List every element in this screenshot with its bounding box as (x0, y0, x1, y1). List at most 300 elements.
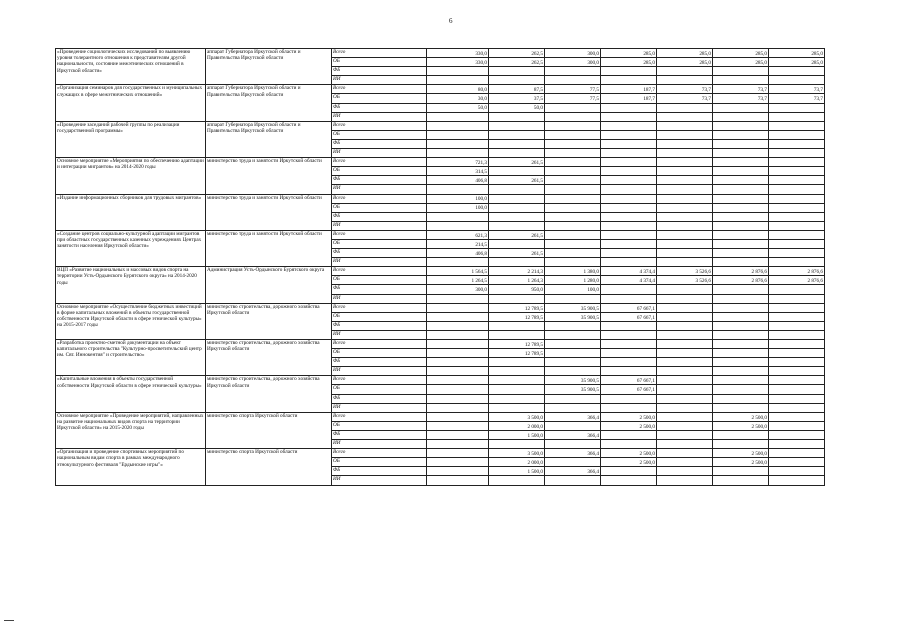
amount-cell: 366,4 (545, 412, 601, 421)
measure-executor: министерство строительства, дорожного хозяйства Иркутской области (206, 340, 332, 376)
measure-name: «Проведение заседаний рабочей группы по реализации государственной программы» (56, 121, 206, 157)
amount-cell (601, 340, 657, 349)
measure-executor: аппарат Губернатора Иркутской области и Правительства Иркутской области (206, 49, 332, 85)
amount-cell: 2 500,0 (601, 421, 657, 430)
amount-cell: 300,0 (427, 285, 489, 294)
table-row (56, 49, 825, 58)
table-row (56, 340, 825, 349)
amount-cell: 300,0 (545, 49, 601, 58)
amount-cell (427, 76, 489, 85)
table-row (56, 412, 825, 421)
amount-cell (545, 103, 601, 112)
amount-cell (713, 258, 769, 267)
amount-cell: 1 264,3 (489, 276, 545, 285)
amount-cell (657, 249, 713, 258)
funding-source: Всего (332, 230, 427, 239)
funding-source: ИИ (332, 149, 427, 158)
funding-source: ФБ (332, 103, 427, 112)
amount-cell (657, 340, 713, 349)
amount-cell: 100,0 (427, 194, 489, 203)
funding-source: Всего (332, 449, 427, 458)
amount-cell (713, 430, 769, 439)
amount-cell (427, 449, 489, 458)
amount-cell (427, 221, 489, 230)
funding-source: ИИ (332, 330, 427, 339)
amount-cell (769, 112, 825, 121)
amount-cell (427, 358, 489, 367)
amount-cell (769, 358, 825, 367)
amount-cell (545, 121, 601, 130)
measure-name: Основное мероприятие «Осуществление бюджетных инвестиций в форме капитальных вложений в объекты государственной собственности Иркутской области в сфере этнической культуры» на 2015-2017 годы (56, 303, 206, 339)
funding-source: Всего (332, 121, 427, 130)
funding-source: ОБ (332, 312, 427, 321)
amount-cell: 2 000,0 (489, 421, 545, 430)
amount-cell (545, 230, 601, 239)
measure-name: «Издание информационных сборников для трудовых мигрантов» (56, 194, 206, 230)
amount-cell (713, 467, 769, 476)
amount-cell (489, 67, 545, 76)
funding-source: ОБ (332, 421, 427, 430)
amount-cell: 35 900,5 (545, 376, 601, 385)
measure-name: Основное мероприятие «Мероприятия по обеспечению адаптации и интеграции мигрантов» на 2014-2020 годы (56, 158, 206, 194)
amount-cell (713, 103, 769, 112)
amount-cell (713, 476, 769, 485)
amount-cell (427, 312, 489, 321)
amount-cell (489, 358, 545, 367)
amount-cell (769, 249, 825, 258)
amount-cell (657, 394, 713, 403)
amount-cell (427, 421, 489, 430)
amount-cell: 12 789,5 (489, 349, 545, 358)
amount-cell (769, 121, 825, 130)
amount-cell (489, 194, 545, 203)
amount-cell (427, 367, 489, 376)
measure-executor: Администрация Усть-Ордынского Бурятского округа (206, 267, 332, 303)
amount-cell: 2 500,0 (601, 412, 657, 421)
amount-cell (489, 258, 545, 267)
amount-cell (601, 139, 657, 148)
amount-cell (601, 176, 657, 185)
amount-cell: 950,0 (489, 285, 545, 294)
amount-cell (713, 349, 769, 358)
amount-cell (427, 330, 489, 339)
amount-cell (713, 67, 769, 76)
amount-cell: 3 526,6 (657, 276, 713, 285)
amount-cell (713, 112, 769, 121)
amount-cell: 2 500,0 (601, 458, 657, 467)
funding-source: ОБ (332, 94, 427, 103)
amount-cell (657, 403, 713, 412)
amount-cell: 30,0 (427, 94, 489, 103)
amount-cell (427, 149, 489, 158)
amount-cell (657, 139, 713, 148)
amount-cell (769, 385, 825, 394)
amount-cell (601, 258, 657, 267)
amount-cell (769, 403, 825, 412)
amount-cell: 3 526,6 (657, 267, 713, 276)
amount-cell (601, 149, 657, 158)
amount-cell (713, 194, 769, 203)
table-row (56, 449, 825, 458)
amount-cell (769, 330, 825, 339)
amount-cell (657, 312, 713, 321)
amount-cell (601, 285, 657, 294)
amount-cell (657, 239, 713, 248)
amount-cell (769, 185, 825, 194)
amount-cell (657, 376, 713, 385)
amount-cell: 12 789,5 (489, 340, 545, 349)
amount-cell (713, 330, 769, 339)
amount-cell: 621,3 (427, 230, 489, 239)
amount-cell: 67 667,1 (601, 376, 657, 385)
amount-cell (713, 130, 769, 139)
funding-source: ФБ (332, 176, 427, 185)
amount-cell: 73,7 (713, 85, 769, 94)
amount-cell: 2 876,6 (769, 267, 825, 276)
amount-cell (657, 421, 713, 430)
amount-cell: 2 500,0 (713, 458, 769, 467)
amount-cell (769, 194, 825, 203)
amount-cell (427, 385, 489, 394)
amount-cell (601, 221, 657, 230)
amount-cell (427, 430, 489, 439)
table-row (56, 303, 825, 312)
amount-cell (769, 476, 825, 485)
amount-cell (657, 121, 713, 130)
amount-cell (657, 203, 713, 212)
amount-cell (427, 185, 489, 194)
measure-executor: аппарат Губернатора Иркутской области и Правительства Иркутской области (206, 85, 332, 121)
table-row (56, 230, 825, 239)
amount-cell (601, 230, 657, 239)
amount-cell: 73,7 (769, 94, 825, 103)
amount-cell (489, 203, 545, 212)
funding-source: ИИ (332, 403, 427, 412)
amount-cell: 285,0 (713, 58, 769, 67)
amount-cell (545, 349, 601, 358)
amount-cell (489, 167, 545, 176)
amount-cell: 285,0 (657, 58, 713, 67)
amount-cell: 12 789,5 (489, 312, 545, 321)
funding-source: ИИ (332, 185, 427, 194)
amount-cell (713, 230, 769, 239)
amount-cell: 2 876,6 (769, 276, 825, 285)
amount-cell (545, 76, 601, 85)
amount-cell (769, 230, 825, 239)
amount-cell (769, 340, 825, 349)
amount-cell (545, 330, 601, 339)
amount-cell (427, 130, 489, 139)
amount-cell (769, 376, 825, 385)
amount-cell: 3 500,0 (489, 412, 545, 421)
amount-cell (545, 139, 601, 148)
amount-cell (489, 130, 545, 139)
table-row (56, 267, 825, 276)
amount-cell (489, 321, 545, 330)
funding-source: Всего (332, 49, 427, 58)
amount-cell (601, 467, 657, 476)
amount-cell: 67 667,1 (601, 385, 657, 394)
amount-cell (489, 76, 545, 85)
amount-cell: 2 500,0 (601, 449, 657, 458)
amount-cell (713, 212, 769, 221)
amount-cell: 2 214,3 (489, 267, 545, 276)
amount-cell (427, 394, 489, 403)
amount-cell: 67 667,1 (601, 312, 657, 321)
amount-cell (769, 130, 825, 139)
amount-cell (713, 285, 769, 294)
amount-cell (769, 449, 825, 458)
amount-cell (545, 130, 601, 139)
funding-source: ФБ (332, 285, 427, 294)
amount-cell (769, 394, 825, 403)
amount-cell (489, 139, 545, 148)
amount-cell (489, 212, 545, 221)
amount-cell (427, 403, 489, 412)
amount-cell (545, 167, 601, 176)
amount-cell (657, 440, 713, 449)
amount-cell (769, 158, 825, 167)
amount-cell: 261,5 (489, 249, 545, 258)
page-number: 6 (449, 17, 453, 25)
amount-cell (601, 403, 657, 412)
measure-executor: министерство строительства, дорожного хозяйства Иркутской области (206, 376, 332, 412)
amount-cell (489, 149, 545, 158)
amount-cell (713, 367, 769, 376)
amount-cell (427, 321, 489, 330)
amount-cell (769, 103, 825, 112)
amount-cell (713, 221, 769, 230)
amount-cell (769, 149, 825, 158)
amount-cell (489, 330, 545, 339)
amount-cell (657, 303, 713, 312)
amount-cell: 73,7 (769, 85, 825, 94)
amount-cell: 2 500,0 (713, 421, 769, 430)
amount-cell: 187,7 (601, 94, 657, 103)
amount-cell: 3 500,0 (489, 449, 545, 458)
amount-cell: 77,5 (545, 85, 601, 94)
funding-source: ИИ (332, 76, 427, 85)
amount-cell (545, 158, 601, 167)
amount-cell (601, 103, 657, 112)
measure-executor: министерство спорта Иркутской области (206, 449, 332, 485)
amount-cell (545, 212, 601, 221)
amount-cell (769, 430, 825, 439)
amount-cell: 406,8 (427, 176, 489, 185)
amount-cell (601, 430, 657, 439)
funding-source: ОБ (332, 349, 427, 358)
amount-cell: 100,0 (545, 285, 601, 294)
amount-cell: 1 264,5 (427, 276, 489, 285)
amount-cell (769, 221, 825, 230)
amount-cell (601, 185, 657, 194)
amount-cell: 262,5 (489, 49, 545, 58)
amount-cell (657, 221, 713, 230)
amount-cell (713, 403, 769, 412)
amount-cell (657, 67, 713, 76)
funding-source: ФБ (332, 358, 427, 367)
amount-cell (427, 440, 489, 449)
amount-cell: 366,4 (545, 467, 601, 476)
amount-cell (601, 349, 657, 358)
amount-cell (713, 185, 769, 194)
amount-cell (545, 403, 601, 412)
amount-cell: 35 900,5 (545, 303, 601, 312)
amount-cell (601, 321, 657, 330)
amount-cell: 214,5 (427, 239, 489, 248)
amount-cell (657, 112, 713, 121)
amount-cell (545, 185, 601, 194)
amount-cell (601, 112, 657, 121)
amount-cell (427, 340, 489, 349)
amount-cell (427, 303, 489, 312)
amount-cell (657, 449, 713, 458)
amount-cell: 12 789,5 (489, 303, 545, 312)
amount-cell (601, 67, 657, 76)
amount-cell: 261,5 (489, 230, 545, 239)
amount-cell (545, 358, 601, 367)
amount-cell (601, 194, 657, 203)
amount-cell (545, 458, 601, 467)
amount-cell (657, 476, 713, 485)
amount-cell (713, 385, 769, 394)
measure-name: «Организация и проведение спортивных мероприятий по национальным видам спорта в рамках международного этнокультурного фестиваля "Ердынские игры"» (56, 449, 206, 485)
amount-cell (545, 321, 601, 330)
funding-source: Всего (332, 412, 427, 421)
amount-cell (713, 321, 769, 330)
amount-cell: 87,5 (489, 85, 545, 94)
amount-cell: 285,0 (601, 49, 657, 58)
funding-source: ФБ (332, 249, 427, 258)
amount-cell (769, 139, 825, 148)
amount-cell: 300,0 (545, 58, 601, 67)
amount-cell (545, 239, 601, 248)
amount-cell (545, 476, 601, 485)
funding-source: ИИ (332, 112, 427, 121)
amount-cell (427, 112, 489, 121)
amount-cell: 2 500,0 (713, 412, 769, 421)
funding-source: ИИ (332, 221, 427, 230)
amount-cell: 721,3 (427, 158, 489, 167)
amount-cell (601, 249, 657, 258)
amount-cell (427, 458, 489, 467)
amount-cell (657, 330, 713, 339)
funding-source: ОБ (332, 130, 427, 139)
amount-cell (427, 467, 489, 476)
amount-cell (545, 176, 601, 185)
amount-cell (713, 121, 769, 130)
amount-cell (769, 203, 825, 212)
funding-source: ФБ (332, 430, 427, 439)
amount-cell (769, 239, 825, 248)
amount-cell: 406,8 (427, 249, 489, 258)
amount-cell (657, 349, 713, 358)
amount-cell (769, 440, 825, 449)
funding-source: ИИ (332, 258, 427, 267)
amount-cell (545, 294, 601, 303)
amount-cell (769, 67, 825, 76)
amount-cell (601, 440, 657, 449)
funding-source: Всего (332, 85, 427, 94)
amount-cell (601, 158, 657, 167)
amount-cell (489, 476, 545, 485)
amount-cell (769, 421, 825, 430)
amount-cell (657, 412, 713, 421)
measure-name: ВЦП «Развитие национальных и массовых видов спорта на территории Усть-Ордынского Бурятского округа» на 2014-2020 годы (56, 267, 206, 303)
table-row (56, 85, 825, 94)
amount-cell (713, 149, 769, 158)
amount-cell (545, 112, 601, 121)
amount-cell (713, 394, 769, 403)
amount-cell (427, 139, 489, 148)
amount-cell (601, 130, 657, 139)
amount-cell: 330,0 (427, 58, 489, 67)
amount-cell (545, 258, 601, 267)
amount-cell (545, 421, 601, 430)
amount-cell (713, 303, 769, 312)
amount-cell (489, 394, 545, 403)
amount-cell (601, 476, 657, 485)
amount-cell (601, 203, 657, 212)
amount-cell: 67 667,1 (601, 303, 657, 312)
amount-cell: 2 876,6 (713, 276, 769, 285)
table-row (56, 194, 825, 203)
funding-source: Всего (332, 194, 427, 203)
amount-cell (713, 358, 769, 367)
amount-cell: 1 500,0 (489, 430, 545, 439)
amount-cell (427, 212, 489, 221)
amount-cell: 187,7 (601, 85, 657, 94)
amount-cell (769, 285, 825, 294)
amount-cell: 80,0 (427, 85, 489, 94)
amount-cell (489, 367, 545, 376)
amount-cell (427, 294, 489, 303)
amount-cell (713, 340, 769, 349)
amount-cell (713, 158, 769, 167)
amount-cell (657, 130, 713, 139)
amount-cell: 4 374,4 (601, 276, 657, 285)
amount-cell (657, 358, 713, 367)
amount-cell: 285,0 (601, 58, 657, 67)
amount-cell (657, 103, 713, 112)
amount-cell (713, 176, 769, 185)
amount-cell (769, 321, 825, 330)
funding-source: ФБ (332, 67, 427, 76)
amount-cell (769, 176, 825, 185)
measure-name: «Создание центров социально-культурной адаптации мигрантов при областных государственных казенных учреждениях Центрах занятости населения Иркутской области» (56, 230, 206, 266)
funding-source: ОБ (332, 458, 427, 467)
amount-cell (657, 321, 713, 330)
budget-table (55, 48, 825, 486)
amount-cell (601, 239, 657, 248)
amount-cell (489, 440, 545, 449)
amount-cell: 77,5 (545, 94, 601, 103)
amount-cell (713, 167, 769, 176)
measure-name: Основное мероприятие «Проведение мероприятий, направленных на развитие национальных видов спорта на территории Иркутской области» на 2015-2020 годы (56, 412, 206, 448)
funding-source: ИИ (332, 476, 427, 485)
amount-cell (427, 349, 489, 358)
amount-cell: 73,7 (657, 85, 713, 94)
amount-cell (427, 258, 489, 267)
table-body (56, 49, 825, 486)
amount-cell (713, 249, 769, 258)
amount-cell (489, 403, 545, 412)
amount-cell: 261,5 (489, 158, 545, 167)
amount-cell (713, 440, 769, 449)
funding-source: Всего (332, 303, 427, 312)
amount-cell (489, 112, 545, 121)
amount-cell (545, 194, 601, 203)
